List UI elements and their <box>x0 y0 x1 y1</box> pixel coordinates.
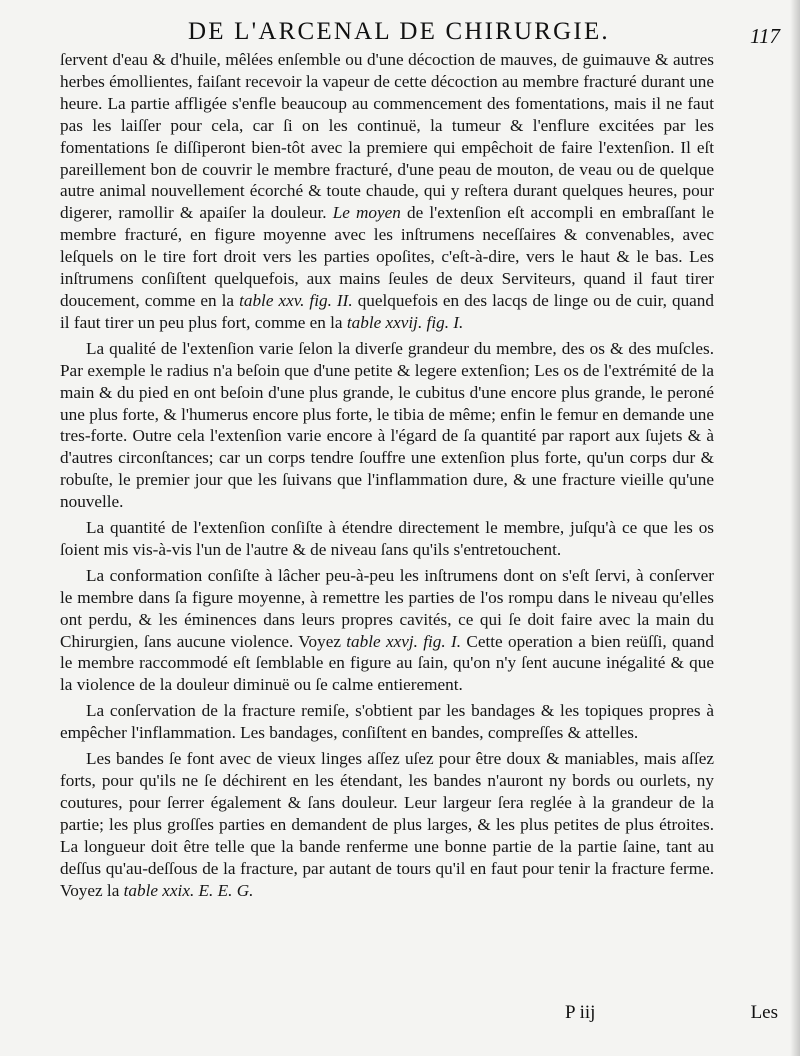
page-edge-shadow <box>790 0 800 1056</box>
italic-reference: table xxvj. fig. I. <box>346 631 462 651</box>
italic-reference: table xxix. E. E. G. <box>123 880 254 900</box>
page-footer <box>0 1002 800 1030</box>
page-number: 117 <box>750 24 780 48</box>
text-run: La qualité de l'extenſion varie ſelon la diverſe grandeur du membre, des os & des muſcles. Par exemple le radius n'a beſoin que d'une petite & legere extenſion; Les os de l'extrémité de la main & du pied en ont beſoin d'une plus grande, le cubitus d'une encore plus grande, le peroné une plus forte, & l'humerus encore plus forte, le tibia de même; enfin le femur en demande une tres-forte. Outre cela l'extenſion varie encore à l'égard de ſa quantité par raport aux ſujets & à d'autres circonſtances; car un corps tendre ſouffre une extenſion plus forte, qu'un corps dur & robuſte, le premier jour que les ſuivans que l'inflammation dure, & une fracture vieille qu'une nouvelle. <box>60 338 714 512</box>
text-run: de l'extenſion eſt accompli en embraſſant le membre fracturé, en figure moyenne avec les inſtrumens neceſſaires & convenables, avec leſquels on le tire fort droit vers les parties opoſites, c'eſt-à-dire, vers le haut & le bas. Les inſtrumens conſiſtent quelquefois, aux mains ſeules de deux Serviteurs, quand il faut tirer doucement, comme en la <box>60 203 715 310</box>
running-title: DE L'ARCENAL DE CHIRURGIE. <box>188 18 610 45</box>
italic-reference: Le moyen <box>332 203 401 223</box>
text-run: La conſervation de la fracture remiſe, s'obtient par les bandages & les topiques propres à empêcher l'inflammation. Les bandages, conſiſtent en bandes, compreſſes & attelles. <box>60 701 714 743</box>
paragraph <box>60 49 714 334</box>
catchword: Les <box>750 1002 778 1023</box>
text-run: La conformation conſiſte à lâcher peu-à-peu les inſtrumens dont on s'eſt ſervi, à conſerver le membre dans ſa figure moyenne, à remettre les parties de l'os rompu dans le niveau qu'elles ont perdu, & les éminences dans leurs propres cavités, ce qui ſe doit faire avec la main du Chirurgien, ſans aucune violence. Voyez <box>60 565 714 651</box>
text-run: Cette operation a bien reüſſi, quand le membre raccommodé eſt ſemblable en figure au ſain, qu'on n'y ſent aucune inégalité & que la violence de la douleur diminuë ou ſe calme entierement. <box>60 631 714 695</box>
paragraph <box>60 338 714 513</box>
paragraph <box>60 700 714 744</box>
text-run: Les bandes ſe font avec de vieux linges aſſez uſez pour être doux & maniables, mais aſſez forts, pour qu'ils ne ſe déchirent en les étendant, les bandes n'auront ny bords ou ourlets, ny coutures, pour ſerrer également & ſans douleur. Leur largeur ſera reglée à la grandeur de la partie; les plus groſſes parties en demandent de plus larges, & les plus petites de plus étroites. La longueur doit être telle que la bande renferme une bonne partie de la partie ſaine, tant au deſſus qu'au-deſſous de la fracture, par autant de tours qu'il en faut pour tenir la fracture ferme. Voyez la <box>60 749 714 900</box>
paragraph <box>60 517 714 561</box>
body-text <box>60 49 714 901</box>
page-header <box>0 18 800 52</box>
paragraph <box>60 748 714 901</box>
paragraph <box>60 565 714 696</box>
text-run: quelquefois en des lacqs de linge ou de cuir, quand il faut tirer un peu plus fort, comme en la <box>60 290 714 332</box>
text-run: La quantité de l'extenſion conſiſte à étendre directement le membre, juſqu'à ce que les os ſoient mis vis-à-vis l'un de l'autre & de niveau ſans qu'ils s'entretouchent. <box>60 518 714 559</box>
signature-mark: P iij <box>565 1002 596 1023</box>
italic-reference: table xxv. fig. II. <box>239 290 353 310</box>
text-run: ſervent d'eau & d'huile, mêlées enſemble ou d'une décoction de mauves, de guimauve & autres herbes émollientes, faiſant recevoir la vapeur de cette décoction au membre fracturé durant une heure. La partie affligée s'enfle beaucoup au commencement des fomentations, mais il ne faut pas les laiſſer pour cela, car ſi on les continuë, la tumeur & l'enflure excitées par les fomentations ſe diſſiperont bien-tôt avec la premiere qui empêchoit de faire l'extenſion. Il eſt pareillement bon de couvrir le membre fracturé, d'une peau de mouton, de veau ou de quelque autre animal nouvellement écorché & toute chaude, qui y reſtera durant quelques heures, pour digerer, ramollir & apaiſer la douleur. <box>60 50 714 223</box>
italic-reference: table xxvij. fig. I. <box>346 312 464 332</box>
